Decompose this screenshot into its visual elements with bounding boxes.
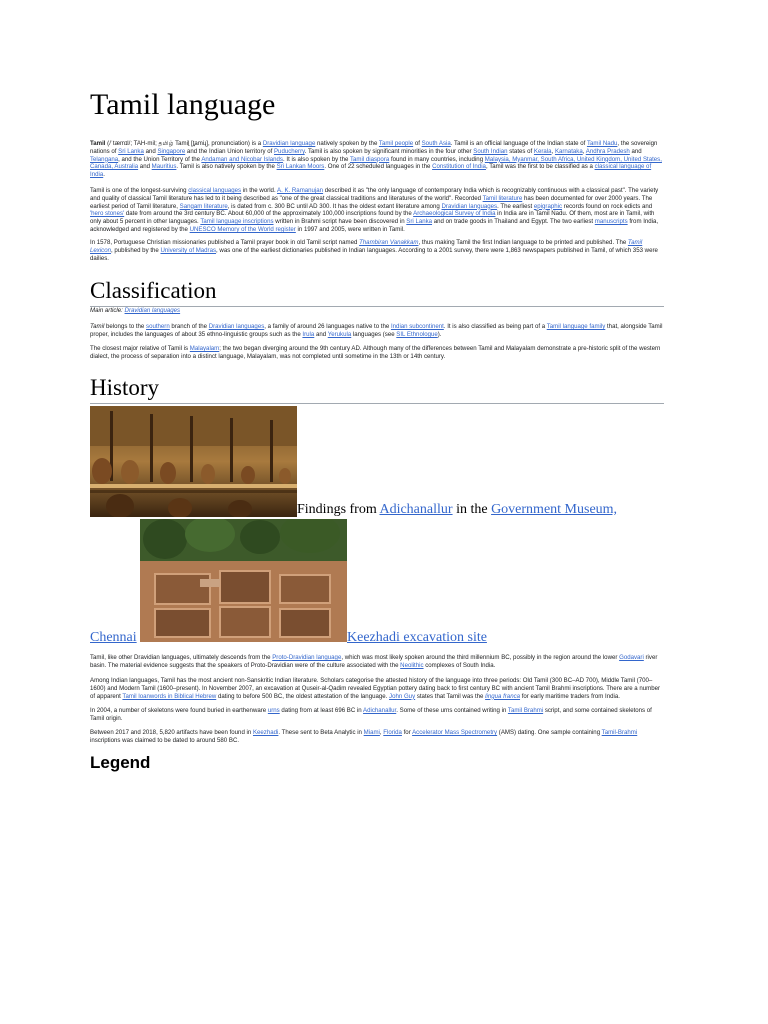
link-classical-language[interactable]: classical language of India [90,163,652,179]
link-tamil-brahmi[interactable]: Tamil Brahmi [507,707,544,714]
link-tamil-lexicon[interactable]: Tamil Lexicon [90,239,643,254]
link-indian-subcontinent[interactable]: Indian subcontinent [390,323,444,330]
link-lingua-franca[interactable]: lingua franca [485,692,521,700]
pronunciation: (/ˈtæmɪl/; TAH-mil; தமிழ் Tamiḻ [t̪amiɻ], pronunciation) [107,140,250,147]
intro-paragraph-1: Tamil (/ˈtæmɪl/; TAH-mil; தமிழ் Tamiḻ [t̪amiɻ], pronunciation) is a Dravidian language natively spoken by the Tamil people of South Asia. Tamil is an official language of the Indian state of Tamil Nadu, the sovereign nations of Sri Lanka and Singapore and the Indian Union territory of Puducherry. Tamil is also spoken by significant minorities in the four other South Indian states of Kerala, Karnataka, Andhra Pradesh and Telangana, and the Union Territory of the Andaman and Nicobar Islands. It is also spoken by the Tamil diaspora found in many countries, including Malaysia, Myanmar, South Africa, United Kingdom, United States, Canada, Australia and Mauritius. Tamil is also natively spoken by the Sri Lankan Moors. One of 22 scheduled languages in the Constitution of India, Tamil was the first to be classified as a classical language of India. [90,140,662,179]
link-keezhadi-excavation[interactable]: Keezhadi excavation site [347,630,487,645]
link-tamil-brahmi-2[interactable]: Tamil-Brahmi [601,729,638,736]
link-countries[interactable]: Malaysia, Myanmar, South Africa, United Kingdom, United States, Canada, Australia [90,155,662,171]
link-dravidian-language[interactable]: Dravidian language [262,140,316,147]
link-proto-dravidian[interactable]: Proto-Dravidian language [272,654,342,661]
link-john-guy[interactable]: John Guy [389,692,416,700]
link-andhra-pradesh[interactable]: Andhra Pradesh [585,147,630,155]
link-adichanallur[interactable]: Adichanallur [379,502,453,517]
link-southern[interactable]: southern [146,323,170,330]
classification-paragraph-2: The closest major relative of Tamil is Malayalam; the two began diverging around the 9th century AD. Although many of the differences between Tamil and Malayalam demonstrate a pre-historic split of the western dialect, the process of separation into a distinct language, Malayalam, was not completed until sometime in the 13th or 14th century. [90,345,661,360]
history-paragraph-2: Among Indian languages, Tamil has the most ancient non-Sanskritic Indian literature. Scholars categorise the attested history of the language into three periods: Old Tamil (300 BC–AD 700), Middle Tamil (700–1600) and Modern Tamil (1600–present). In November 2007, an excavation at Quseir-al-Qadim revealed Egyptian pottery dating back to first century BC with ancient Tamil Brahmi inscriptions. There are a number of apparent Tamil loanwords in Biblical Hebrew dating to before 500 BC, the oldest attestation of the language. John Guy states that Tamil was the lingua franca for early maritime traders from India. [90,677,661,700]
link-hero-stones[interactable]: 'hero stones' [90,210,125,218]
link-adichanallur-2[interactable]: Adichanallur [363,707,397,714]
link-malayalam[interactable]: Malayalam [189,345,220,352]
link-ams[interactable]: Accelerator Mass Spectrometry [412,729,498,736]
link-classical-languages[interactable]: classical languages [188,187,242,194]
link-sil-ethnologue[interactable]: SIL Ethnologue [396,330,438,338]
section-heading-history: History [90,375,664,404]
link-kerala[interactable]: Kerala [533,147,552,155]
link-dravidian-languages[interactable]: Dravidian languages [441,202,498,210]
link-karnataka[interactable]: Karnataka [554,147,583,155]
link-epigraphic[interactable]: epigraphic [533,202,563,210]
bold-term: Tamil [90,140,106,147]
link-tamil-loanwords[interactable]: Tamil loanwords in Biblical Hebrew [122,692,217,700]
history-paragraph-1: Tamil, like other Dravidian languages, ultimately descends from the Proto-Dravidian language, which was most likely spoken around the third millennium BC, possibly in the region around the lower Godavari river basin. The material evidence suggests that the speakers of Proto-Dravidian were of the culture associated with the Neolithic complexes of South India. [90,654,658,669]
link-university-madras[interactable]: University of Madras [160,246,217,254]
link-unesco[interactable]: UNESCO Memory of the World register [189,225,296,233]
link-thambiran-vanakkam[interactable]: Thambiran Vanakkam [359,239,419,246]
link-government-museum[interactable]: Government Museum, [491,502,618,517]
link-sri-lankan-moors[interactable]: Sri Lankan Moors [276,163,325,171]
link-sri-lanka[interactable]: Sri Lanka [118,147,144,155]
link-ramanujan[interactable]: A. K. Ramanujan [277,187,324,194]
link-sangam-literature[interactable]: Sangam literature [179,202,228,210]
section-heading-legend: Legend [90,753,151,772]
link-godavari[interactable]: Godavari [619,654,644,661]
history-paragraph-4: Between 2017 and 2018, 5,820 artifacts have been found in Keezhadi. These sent to Beta Analytic in Miami, Florida for Accelerator Mass Spectrometry (AMS) dating. One sample containing Tamil-Brahmi inscriptions was claimed to be dated to around 580 BC. [90,729,638,744]
image-caption-museum: Findings from Adichanallur in the Government Museum, [297,502,618,517]
intro-paragraph-2: Tamil is one of the longest-surviving classical languages in the world. A. K. Ramanujan described it as "the only language of contemporary India which is recognizably continuous with a classical past". The variety and quality of classical Tamil literature has led to it being described as "one of the great classical traditions and literatures of the world". Recorded Tamil literature has been documented for over 2000 years. The earliest period of Tamil literature, Sangam literature, is dated from c. 300 BC until AD 300. It has the oldest extant literature among Dravidian languages. The earliest epigraphic records found on rock edicts and 'hero stones' date from around the 3rd century BC. About 60,000 of the approximately 100,000 inscriptions found by the Archaeological Survey of India in India are in Tamil Nadu. Of them, most are in Tamil, with only about 5 percent in other languages. Tamil language inscriptions written in Brahmi script have been discovered in Sri Lanka and on trade goods in Thailand and Egypt. The two earliest manuscripts from India, acknowledged and registered by the UNESCO Memory of the World register in 1997 and 2005, were written in Tamil. [90,187,659,233]
link-neolithic[interactable]: Neolithic [400,661,424,669]
link-miami[interactable]: Miami [363,729,380,736]
link-tamil-language-family[interactable]: Tamil language family [546,323,606,330]
intro-paragraph-3: In 1578, Portuguese Christian missionaries published a Tamil prayer book in old Tamil script named Thambiran Vanakkam, thus making Tamil the first Indian language to be printed and published. The Tamil Lexicon, published by the University of Madras, was one of the earliest dictionaries published in Indian languages. According to a 2001 survey, there were 1,863 newspapers published in Tamil, of which 353 were dailies. [90,239,658,262]
classification-paragraph-1: Tamil belongs to the southern branch of the Dravidian languages, a family of around 26 languages native to the Indian subcontinent. It is also classified as being part of a Tamil language family that, alongside Tamil proper, includes the languages of about 35 ethno-linguistic groups such as the Irula and Yerukula languages (see SIL Ethnologue). [90,323,663,338]
section-heading-classification: Classification [90,278,664,307]
link-tamil-nadu[interactable]: Tamil Nadu [586,140,618,147]
link-dravidian-languages-2[interactable]: Dravidian languages [208,323,265,330]
italic-term: Tamil [90,323,105,330]
hatnote: Main article: Dravidian languages [90,307,181,314]
link-tamil-people[interactable]: Tamil people [378,140,414,147]
link-manuscripts[interactable]: manuscripts [594,218,628,226]
link-main-article-dravidian[interactable]: Dravidian languages [124,307,181,314]
link-sri-lanka-2[interactable]: Sri Lanka [406,218,433,226]
link-constitution[interactable]: Constitution of India [432,163,486,171]
link-yerukula[interactable]: Yerukula [327,330,352,338]
link-mauritius[interactable]: Mauritius [151,163,177,171]
history-paragraph-3: In 2004, a number of skeletons were found buried in earthenware urns dating from at least 696 BC in Adichanallur. Some of these urns contained writing in Tamil Brahmi script, and some contained skeletons of Tamil origin. [90,707,652,722]
link-tamil-diaspora[interactable]: Tamil diaspora [349,155,390,163]
link-chennai[interactable]: Chennai [90,630,137,645]
page-title: Tamil language [90,88,276,121]
link-telangana[interactable]: Telangana [90,155,119,163]
link-andaman-nicobar[interactable]: Andaman and Nicobar Islands [201,155,283,163]
link-puducherry[interactable]: Puducherry [273,147,305,155]
link-south-indian[interactable]: South Indian [473,147,508,155]
link-archaeological-survey[interactable]: Archaeological Survey of India [413,210,496,218]
link-tamil-inscriptions[interactable]: Tamil language inscriptions [200,218,274,226]
keezhadi-excavation-image [140,519,347,642]
link-irula[interactable]: Irula [302,330,315,338]
museum-urns-image [90,406,297,517]
link-urns[interactable]: urns [267,707,280,714]
image-caption-chennai [90,630,137,646]
link-florida[interactable]: Florida [383,729,402,736]
image-caption-keezhadi [347,630,487,646]
link-keezhadi[interactable]: Keezhadi [252,729,279,736]
link-singapore[interactable]: Singapore [157,147,186,155]
link-tamil-literature[interactable]: Tamil literature [482,194,523,202]
link-south-asia[interactable]: South Asia [421,140,451,147]
